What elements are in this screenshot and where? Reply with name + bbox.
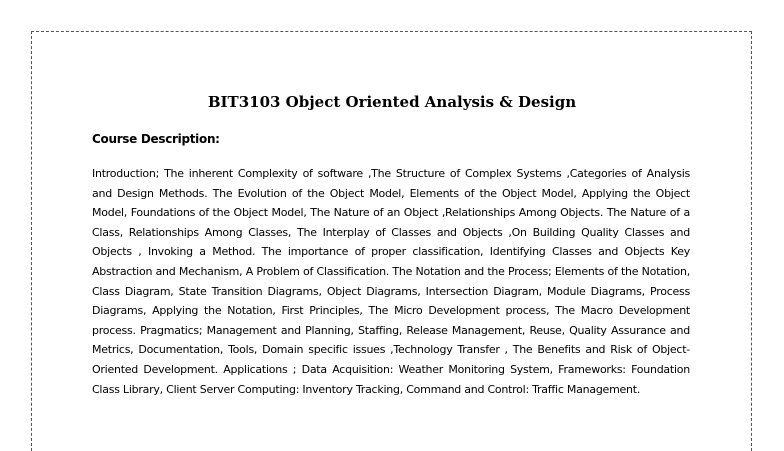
course-title: BIT3103 Object Oriented Analysis & Design — [207, 93, 577, 111]
course-description-text: Introduction; The inherent Complexity of software ,The Structure of Complex Systems ,Categories of Analysis and Design Methods. The Evolution of the Object Model, Elements of the Object Model, Applying the Object Model, Foundations of the Object Model, The Nature of an Object ,Relationships Among Objects. The Nature of a Class, Relationships Among Classes, The Interplay of Classes and Objects ,On Building Quality Classes and Objects , Invoking a Method. The importance of proper classification, Identifying Classes and Objects Key Abstraction and Mechanism, A Problem of Classification. The Notation and the Process; Elements of the Notation, Class Diagram, State Transition Diagrams, Object Diagrams, Intersection Diagram, Module Diagrams, Process Diagrams, Applying the Notation, First Principles, The Micro Development process, The Macro Development process. Pragmatics; Management and Planning, Staffing, Release Management, Reuse, Quality Assurance and Metrics, Documentation, Tools, Domain specific issues ,Technology Transfer , The Benefits and Risk of Object-Oriented Development. Applications ; Data Acquisition: Weather Monitoring System, Frameworks: Foundation Class Library, Client Server Computing: Inventory Tracking, Command and Control: Traffic Management. — [92, 167, 690, 396]
course-description-heading: Course Description: — [92, 132, 220, 146]
